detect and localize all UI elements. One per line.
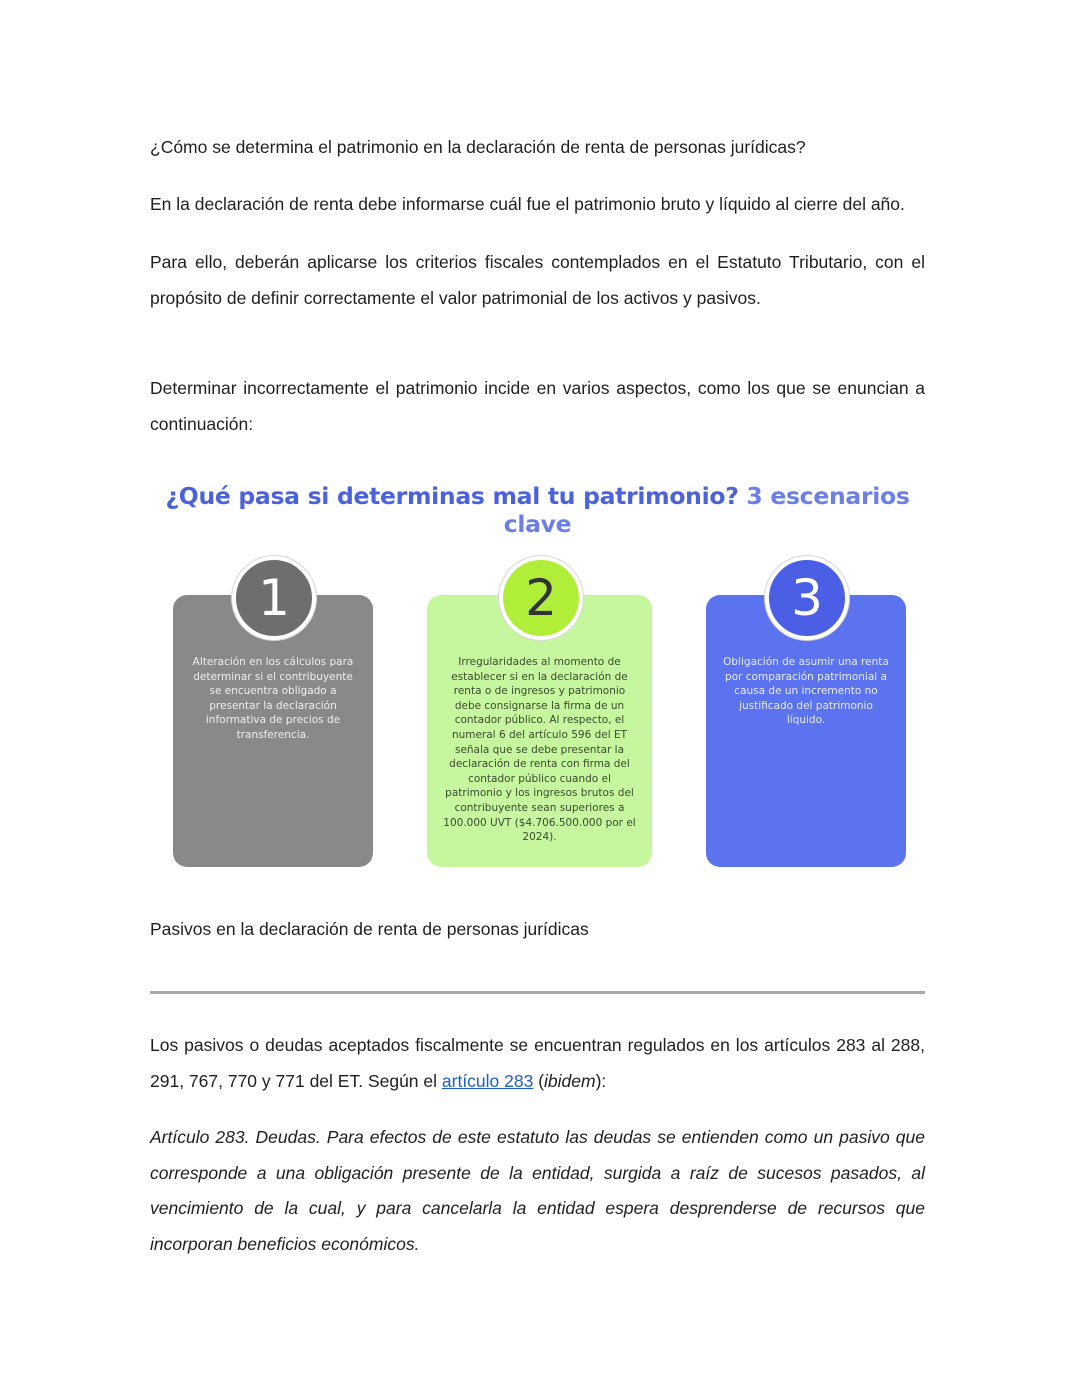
scenario-number-2-badge: 2 <box>499 556 583 640</box>
scenarios-infographic <box>150 470 925 885</box>
pasivos-text-end: ): <box>595 1070 607 1091</box>
infographic-title-question: ¿Qué pasa si determinas mal tu patrimonio? <box>165 482 739 510</box>
pasivos-paren-open: ( <box>533 1070 545 1091</box>
question-heading: ¿Cómo se determina el patrimonio en la declaración de renta de personas jurídicas? <box>150 137 806 157</box>
article-283-quote: Artículo 283. Deudas. Para efectos de este estatuto las deudas se entienden como un pasivo que corresponde a una obligación presente de la entidad, surgida a raíz de sucesos pasados, al vencimiento de la cual, y para cancelarla la entidad espera desprenderse de recursos que incorporan beneficios económicos. <box>150 1127 925 1254</box>
infographic-title <box>150 482 925 538</box>
paragraph-criteria: Para ello, deberán aplicarse los criterios fiscales contemplados en el Estatuto Tributario, con el propósito de definir correctamente el valor patrimonial de los activos y pasivos. <box>150 252 925 308</box>
scenario-card-1-text: Alteración en los cálculos para determinar si el contribuyente se encuentra obligado a presentar la declaración informativa de precios de transferencia. <box>192 656 354 741</box>
paragraph-incorrect: Determinar incorrectamente el patrimonio incide en varios aspectos, como los que se enuncian a continuación: <box>150 378 925 434</box>
infographic-title-subtitle: 3 escenarios clave <box>503 482 910 538</box>
pasivos-ibidem: ibidem <box>544 1070 596 1091</box>
scenario-number-1-badge: 1 <box>232 556 316 640</box>
scenario-card-3-text: Obligación de asumir una renta por comparación patrimonial a causa de un incremento no justificado del patrimonio líquido. <box>723 656 889 727</box>
paragraph-report: En la declaración de renta debe informarse cuál fue el patrimonio bruto y líquido al cierre del año. <box>150 194 905 214</box>
articulo-283-link[interactable]: artículo 283 <box>441 1070 534 1091</box>
scenario-card-2-text: Irregularidades al momento de establecer si en la declaración de renta o de ingresos y patrimonio debe consignarse la firma de un contador público. Al respecto, el numeral 6 del artículo 596 del ET señala que se debe presentar la declaración de renta con firma del contador público cuando el patrimonio y los ingresos brutos del contribuyente sean superiores a 100.000 UVT ($4.706.500.000 por el 2024). <box>443 656 636 844</box>
scenario-number-3-badge: 3 <box>765 556 849 640</box>
pasivos-text-start: Los pasivos o deudas aceptados fiscalmente se encuentran regulados en los artículos 283 al 288, 291, 767, 770 y 771 del ET. Según el <box>150 1035 925 1091</box>
pasivos-heading: Pasivos en la declaración de renta de personas jurídicas <box>150 919 589 939</box>
horizontal-divider <box>150 991 925 994</box>
paragraph-pasivos <box>150 1028 925 1099</box>
